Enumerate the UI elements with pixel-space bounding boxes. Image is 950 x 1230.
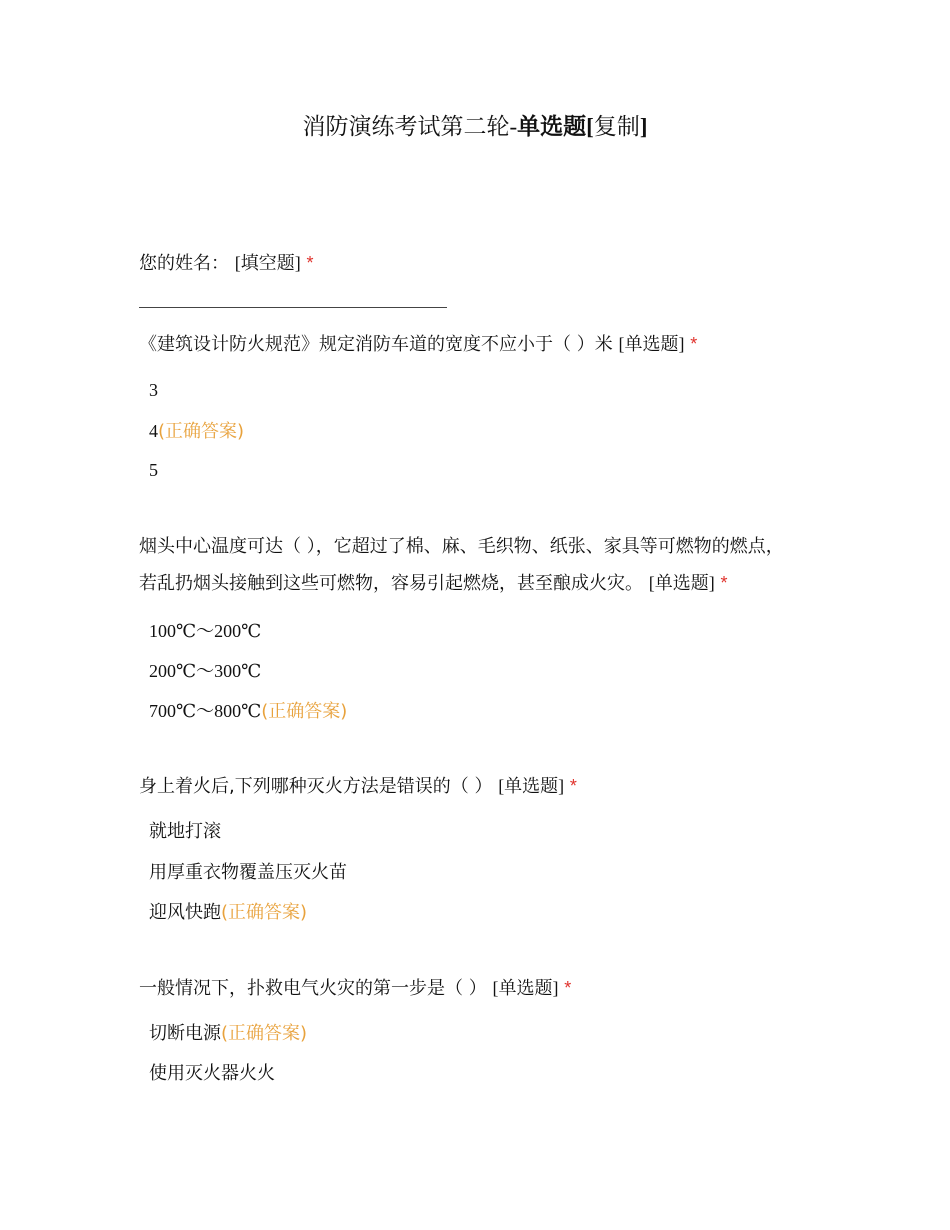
title-text: 消防演练考试第二轮- xyxy=(302,114,518,139)
question-5-option-2 xyxy=(149,1062,275,1086)
question-2 xyxy=(139,326,799,363)
option-label: 迎风快跑 xyxy=(149,902,221,923)
question-4-option-2 xyxy=(149,861,347,885)
option-label: 切断电源 xyxy=(149,1023,221,1044)
question-5 xyxy=(139,970,799,1007)
option-label: 4 xyxy=(149,421,158,441)
title-bold: 单选题[ xyxy=(517,114,594,139)
required-mark: * xyxy=(720,573,728,593)
question-1-text: 您的姓名： xyxy=(139,253,229,274)
question-2-option-3 xyxy=(149,458,158,482)
question-5-text: 一般情况下，扑救电气火灾的第一步是（ ） xyxy=(139,978,487,999)
option-label: 5 xyxy=(149,460,158,480)
question-2-option-1 xyxy=(149,378,158,402)
correct-answer-label: (正确答案) xyxy=(221,902,308,923)
question-3-option-1 xyxy=(149,619,261,643)
question-4-option-3 xyxy=(149,901,307,925)
question-4-text: 身上着火后,下列哪种灭火方法是错误的（ ） xyxy=(139,776,493,797)
question-3-tag: [单选题] xyxy=(648,573,715,593)
option-label: 200℃～300℃ xyxy=(149,661,262,681)
question-4 xyxy=(139,768,799,805)
question-1 xyxy=(139,245,799,282)
correct-answer-label: (正确答案) xyxy=(221,1023,308,1044)
question-2-text: 《建筑设计防火规范》规定消防车道的宽度不应小于（ ）米 xyxy=(139,334,613,355)
required-mark: * xyxy=(306,253,314,273)
correct-answer-label: (正确答案) xyxy=(158,421,245,442)
option-label: 就地打滚 xyxy=(149,821,221,842)
question-2-tag: [单选题] xyxy=(618,334,685,354)
question-5-option-1 xyxy=(149,1022,307,1046)
option-label: 100℃～200℃ xyxy=(149,621,262,641)
question-4-tag: [单选题] xyxy=(498,776,565,796)
option-label: 3 xyxy=(149,380,158,400)
title-end: ] xyxy=(639,114,648,139)
title-suffix: 复制 xyxy=(593,114,640,139)
option-label: 用厚重衣物覆盖压灭火苗 xyxy=(149,862,347,883)
question-3-option-2 xyxy=(149,659,261,683)
required-mark: * xyxy=(564,978,572,998)
option-label: 700℃～800℃ xyxy=(149,701,262,721)
question-3 xyxy=(139,528,789,602)
option-label: 使用灭火器火火 xyxy=(149,1063,275,1084)
question-3-text: 烟头中心温度可达（ ），它超过了棉、麻、毛织物、纸张、家具等可燃物的燃点，若乱扔烟头接触到这些可燃物，容易引起燃烧，甚至酿成火灾。 xyxy=(139,536,784,594)
page-title xyxy=(0,112,950,142)
required-mark: * xyxy=(690,334,698,354)
question-4-option-1 xyxy=(149,820,221,844)
required-mark: * xyxy=(569,776,577,796)
correct-answer-label: (正确答案) xyxy=(261,701,348,722)
name-fill-line[interactable] xyxy=(139,307,447,308)
question-2-option-2 xyxy=(149,419,244,444)
question-3-option-3 xyxy=(149,699,347,724)
question-5-tag: [单选题] xyxy=(492,978,559,998)
question-1-tag: [填空题] xyxy=(234,253,301,273)
